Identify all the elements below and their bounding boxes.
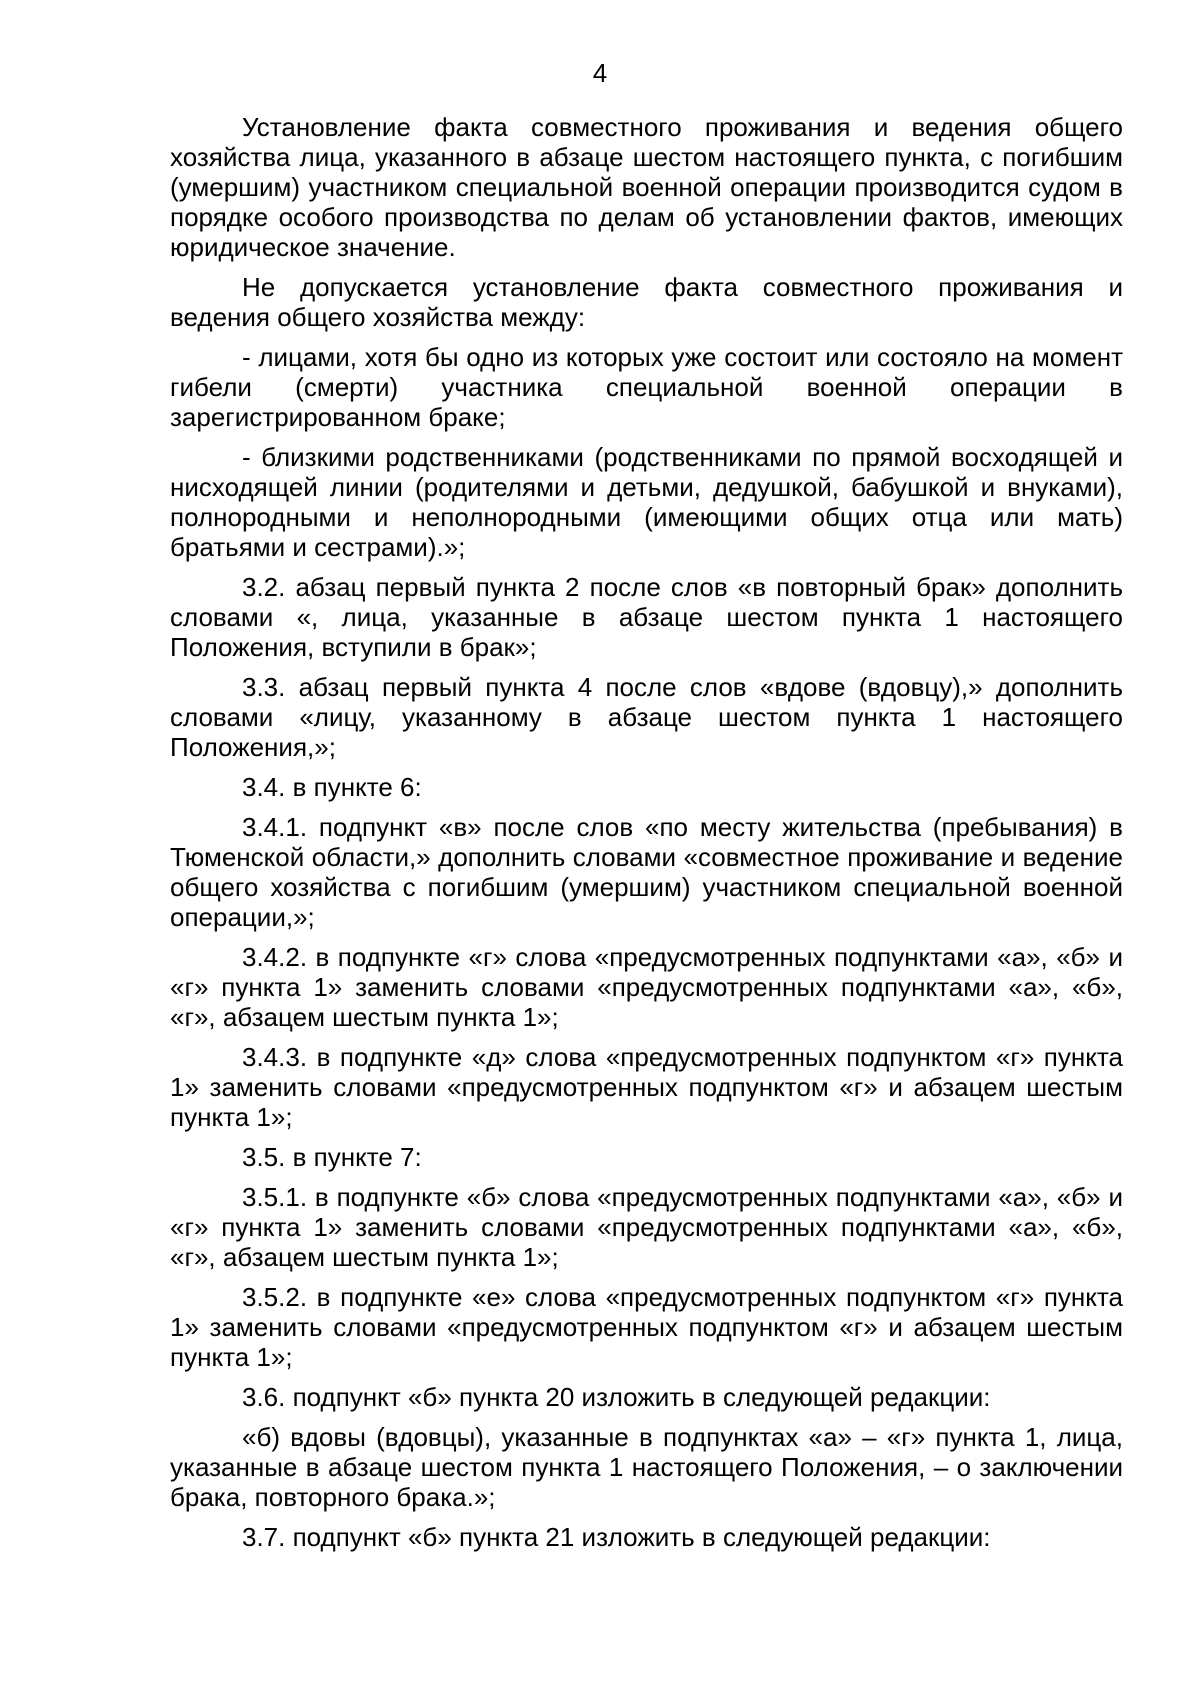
paragraph: 3.6. подпункт «б» пункта 20 изложить в следующей редакции: xyxy=(242,1382,991,1412)
paragraph: 3.4.3. в подпункте «д» слова «предусмотренных подпунктом «г» пункта 1» заменить словами «предусмотренных подпунктом «г» и абзацем шестым пункта 1»; xyxy=(170,1042,1123,1132)
paragraph: - близкими родственниками (родственниками по прямой восходящей и нисходящей линии (родителями и детьми, дедушкой, бабушкой и внуками), полнородными и неполнородными (имеющими общих отца или мать) братьями и сестрами).»; xyxy=(170,442,1123,562)
paragraph: Не допускается установление факта совместного проживания и ведения общего хозяйства между: xyxy=(170,272,1123,332)
paragraph: «б) вдовы (вдовцы), указанные в подпунктах «а» – «г» пункта 1, лица, указанные в абзаце шестом пункта 1 настоящего Положения, – о заключении брака, повторного брака.»; xyxy=(170,1422,1123,1512)
paragraph: 3.4. в пункте 6: xyxy=(242,772,422,802)
paragraph: 3.2. абзац первый пункта 2 после слов «в повторный брак» дополнить словами «, лица, указанные в абзаце шестом пункта 1 настоящего Положения, вступили в брак»; xyxy=(170,572,1123,662)
page-number: 4 xyxy=(592,58,608,88)
paragraph: - лицами, хотя бы одно из которых уже состоит или состояло на момент гибели (смерти) участника специальной военной операции в зарегистрированном браке; xyxy=(170,342,1123,432)
paragraph: 3.4.1. подпункт «в» после слов «по месту жительства (пребывания) в Тюменской области,» дополнить словами «совместное проживание и ведение общего хозяйства с погибшим (умершим) участником специальной военной операции,»; xyxy=(170,812,1123,932)
paragraph: 3.3. абзац первый пункта 4 после слов «вдове (вдовцу),» дополнить словами «лицу, указанному в абзаце шестом пункта 1 настоящего Положения,»; xyxy=(170,672,1123,762)
document-body xyxy=(170,112,1123,1562)
paragraph: 3.4.2. в подпункте «г» слова «предусмотренных подпунктами «а», «б» и «г» пункта 1» заменить словами «предусмотренных подпунктами «а», «б», «г», абзацем шестым пункта 1»; xyxy=(170,942,1123,1032)
paragraph: Установление факта совместного проживания и ведения общего хозяйства лица, указанного в абзаце шестом настоящего пункта, с погибшим (умершим) участником специальной военной операции производится судом в порядке особого производства по делам об установлении фактов, имеющих юридическое значение. xyxy=(170,112,1123,262)
paragraph: 3.7. подпункт «б» пункта 21 изложить в следующей редакции: xyxy=(242,1522,991,1552)
paragraph: 3.5. в пункте 7: xyxy=(242,1142,422,1172)
paragraph: 3.5.2. в подпункте «е» слова «предусмотренных подпунктом «г» пункта 1» заменить словами «предусмотренных подпунктом «г» и абзацем шестым пункта 1»; xyxy=(170,1282,1123,1372)
paragraph: 3.5.1. в подпункте «б» слова «предусмотренных подпунктами «а», «б» и «г» пункта 1» заменить словами «предусмотренных подпунктами «а», «б», «г», абзацем шестым пункта 1»; xyxy=(170,1182,1123,1272)
